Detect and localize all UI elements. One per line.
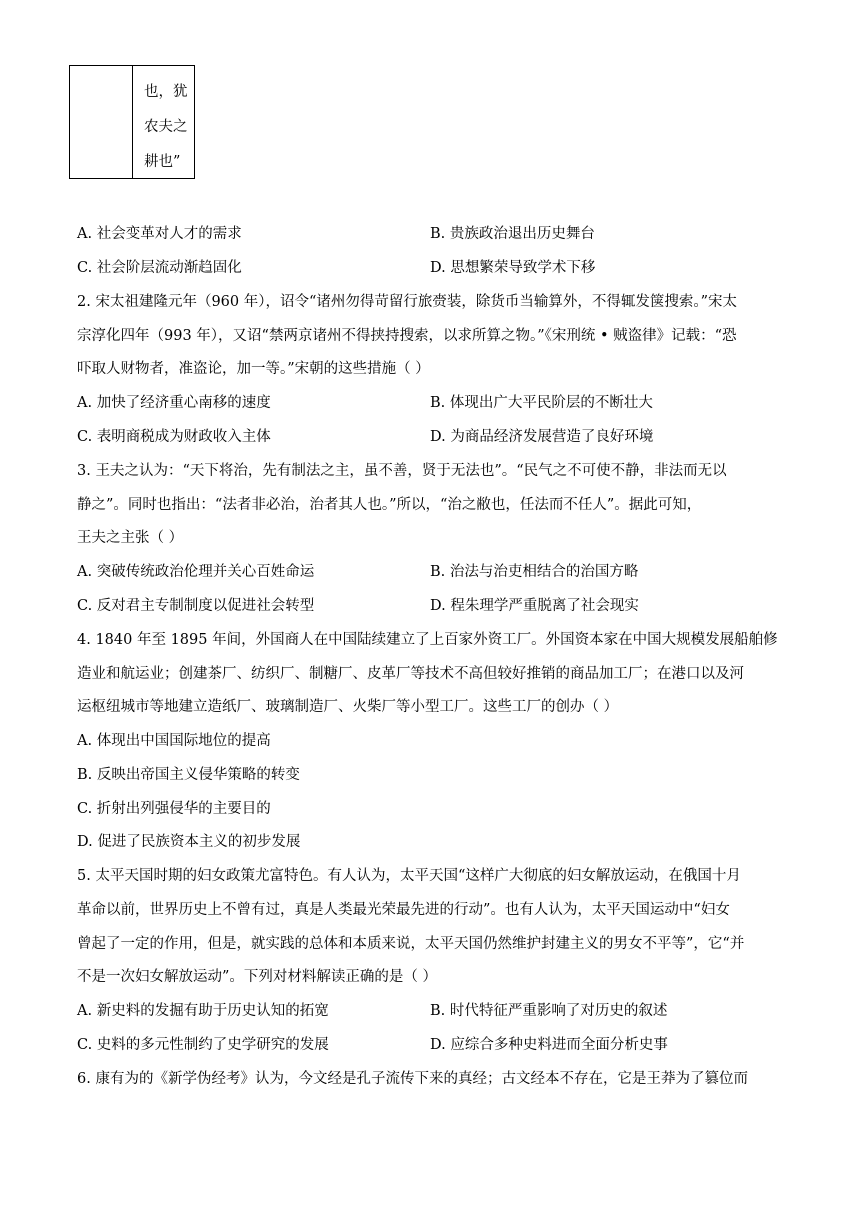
q3-option-a: A. 突破传统政治伦理并关心百姓命运 xyxy=(77,564,315,580)
q4-option-c: C. 折射出列强侵华的主要目的 xyxy=(77,801,271,817)
q2-option-c: C. 表明商税成为财政收入主体 xyxy=(77,429,271,445)
q1-option-d: D. 思想繁荣导致学术下移 xyxy=(430,260,596,276)
q4-option-a: A. 体现出中国国际地位的提高 xyxy=(77,733,271,749)
q1-option-b: B. 贵族政治退出历史舞台 xyxy=(430,226,595,242)
q3-stem-line: 静之”。同时也指出：“法者非必治，治者其人也。”所以，“治之敝也，任法而不任人”。据此可知， xyxy=(77,497,702,513)
q5-option-c: C. 史料的多元性制约了史学研究的发展 xyxy=(77,1037,329,1053)
q2-stem-line: 宗淳化四年（993 年），又诏“禁两京诸州不得挟持搜索，以求所算之物。”《宋刑统 • 贼盗律》记载：“恐 xyxy=(77,328,737,344)
q4-stem-line: 运枢纽城市等地建立造纸厂、玻璃制造厂、火柴厂等小型工厂。这些工厂的创办（ ） xyxy=(77,699,619,715)
q5-stem-line: 曾起了一定的作用，但是，就实践的总体和本质来说，太平天国仍然维护封建主义的男女不平等”，它“并 xyxy=(77,936,745,952)
q1-option-a: A. 社会变革对人才的需求 xyxy=(77,226,242,242)
q5-stem-line: 革命以前，世界历史上不曾有过，真是人类最光荣最先进的行动”。也有人认为，太平天国运动中“妇女 xyxy=(77,902,730,918)
q5-option-a: A. 新史料的发掘有助于历史认知的拓宽 xyxy=(77,1003,329,1019)
q3-stem-line: 王夫之主张（ ） xyxy=(77,530,184,546)
q5-option-d: D. 应综合多种史料进而全面分析史事 xyxy=(430,1037,668,1053)
q5-stem-line: 不是一次妇女解放运动”。下列对材料解读正确的是（ ） xyxy=(77,969,438,985)
q1-option-c: C. 社会阶层流动渐趋固化 xyxy=(77,260,242,276)
q6-stem-line: 6. 康有为的《新学伪经考》认为，今文经是孔子流传下来的真经；古文经本不存在，它是王莽为了篡位而 xyxy=(77,1071,748,1087)
quote-table xyxy=(69,65,195,179)
q2-option-d: D. 为商品经济发展营造了良好环境 xyxy=(430,429,654,445)
q3-option-b: B. 治法与治吏相结合的治国方略 xyxy=(430,564,639,580)
q2-stem-line: 吓取人财物者，准盗论，加一等。”宋朝的这些措施（ ） xyxy=(77,361,430,377)
q2-stem-line: 2. 宋太祖建隆元年（960 年），诏令“诸州勿得苛留行旅赍装，除货币当输算外，不得辄发箧搜索。”宋太 xyxy=(77,294,738,310)
table-cell-line: 耕也” xyxy=(144,154,181,170)
table-divider xyxy=(132,66,133,178)
q5-option-b: B. 时代特征严重影响了对历史的叙述 xyxy=(430,1003,668,1019)
q4-stem-line: 造业和航运业；创建茶厂、纺织厂、制糖厂、皮革厂等技术不高但较好推销的商品加工厂；在港口以及河 xyxy=(77,666,744,682)
q3-stem-line: 3. 王夫之认为：“天下将治，先有制法之主，虽不善，贤于无法也”。“民气之不可使不静，非法而无以 xyxy=(77,463,727,479)
q2-option-b: B. 体现出广大平民阶层的不断壮大 xyxy=(430,395,653,411)
q4-stem-line: 4. 1840 年至 1895 年间，外国商人在中国陆续建立了上百家外资工厂。外国资本家在中国大规模发展船舶修 xyxy=(77,632,778,648)
q4-option-d: D. 促进了民族资本主义的初步发展 xyxy=(77,834,301,850)
q4-option-b: B. 反映出帝国主义侵华策略的转变 xyxy=(77,767,300,783)
q3-option-d: D. 程朱理学严重脱离了社会现实 xyxy=(430,598,639,614)
table-cell-line: 农夫之 xyxy=(144,119,188,135)
table-cell-line: 也，犹 xyxy=(144,84,188,100)
q5-stem-line: 5. 太平天国时期的妇女政策尤富特色。有人认为，太平天国“这样广大彻底的妇女解放运动，在俄国十月 xyxy=(77,868,741,884)
q2-option-a: A. 加快了经济重心南移的速度 xyxy=(77,395,271,411)
q3-option-c: C. 反对君主专制制度以促进社会转型 xyxy=(77,598,315,614)
